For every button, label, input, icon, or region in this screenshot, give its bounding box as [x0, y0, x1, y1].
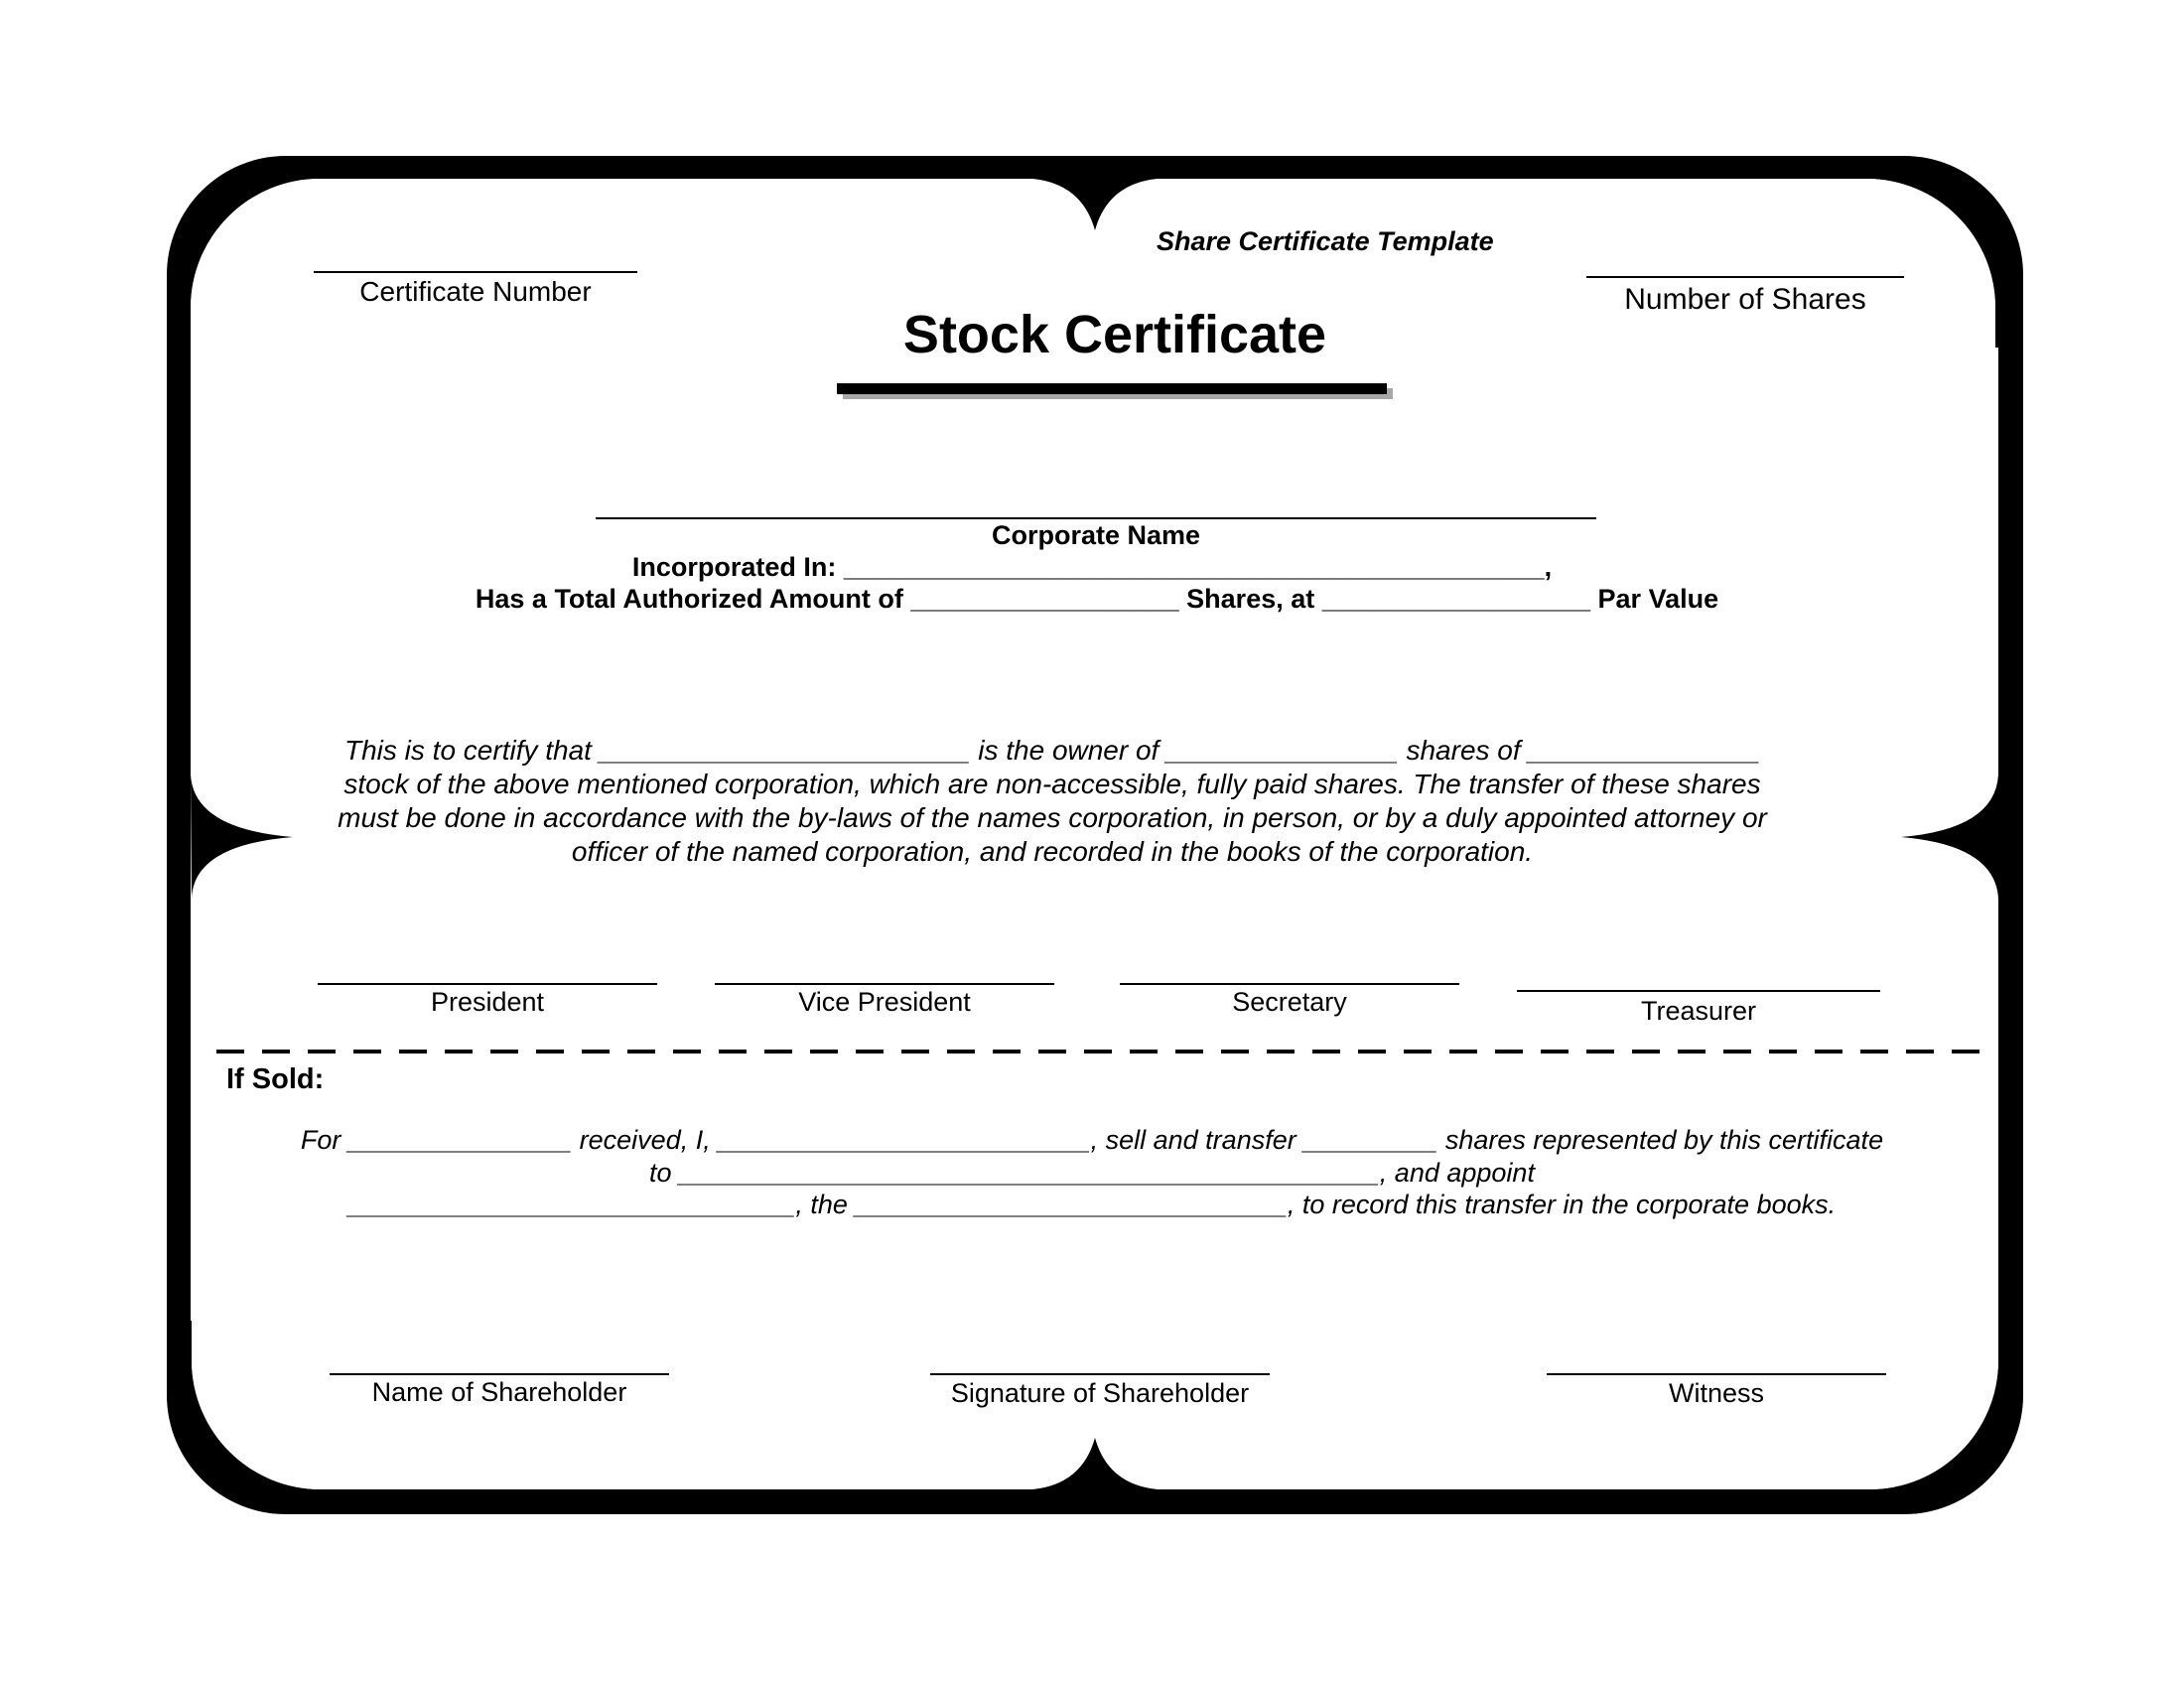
- shareholder-name-label: Name of Shareholder: [371, 1377, 627, 1407]
- transfer-line-1: For _______________ received, I, _________________________, sell and transfer _________ shares represented by this certificate: [300, 1125, 1884, 1155]
- shareholder-name-line[interactable]: [330, 1373, 669, 1375]
- if-sold-heading: If Sold:: [226, 1063, 325, 1095]
- certificate-number-line[interactable]: [314, 271, 637, 273]
- transfer-line-3: ______________________________, the _____________________________, to record this transfer in the corporate books.: [347, 1190, 1837, 1219]
- witness-label: Witness: [1668, 1378, 1765, 1408]
- certify-line-4: officer of the named corporation, and recorded in the books of the corporation.: [571, 836, 1534, 867]
- number-of-shares-label: Number of Shares: [1624, 283, 1866, 316]
- title-underline: [837, 383, 1387, 394]
- president-label: President: [430, 987, 545, 1017]
- vice-president-label: Vice President: [798, 987, 971, 1017]
- authorized-amount-line: Has a Total Authorized Amount of __________________ Shares, at __________________ Par Value: [475, 584, 1719, 614]
- shareholder-signature-label: Signature of Shareholder: [950, 1378, 1250, 1408]
- treasurer-label: Treasurer: [1640, 996, 1757, 1026]
- transfer-line-2: to _______________________________________________, and appoint: [649, 1158, 1535, 1188]
- certify-line-2: stock of the above mentioned corporation, which are non-accessible, fully paid shares. The transfer of these shares: [343, 769, 1761, 799]
- certificate-number-label: Certificate Number: [359, 276, 592, 307]
- certify-line-3: must be done in accordance with the by-laws of the names corporation, in person, or by a duly appointed attorney or: [338, 802, 1767, 833]
- number-of-shares-line[interactable]: [1586, 276, 1904, 278]
- vice-president-signature-line[interactable]: [715, 983, 1054, 985]
- corporate-name-line[interactable]: [596, 517, 1596, 519]
- witness-signature-line[interactable]: [1547, 1373, 1886, 1375]
- secretary-label: Secretary: [1232, 987, 1347, 1017]
- president-signature-line[interactable]: [318, 983, 657, 985]
- corporate-name-label: Corporate Name: [991, 520, 1201, 550]
- template-label: Share Certificate Template: [1157, 226, 1494, 256]
- page-title: Stock Certificate: [902, 305, 1327, 364]
- secretary-signature-line[interactable]: [1120, 983, 1459, 985]
- treasurer-signature-line[interactable]: [1517, 990, 1880, 992]
- cut-line-divider: [216, 1050, 1987, 1054]
- certify-line-1: This is to certify that ________________________ is the owner of _______________ shares of _______________: [343, 735, 1761, 766]
- incorporated-in-line: Incorporated In: _______________________________________________,: [631, 552, 1553, 582]
- shareholder-signature-line[interactable]: [930, 1373, 1270, 1375]
